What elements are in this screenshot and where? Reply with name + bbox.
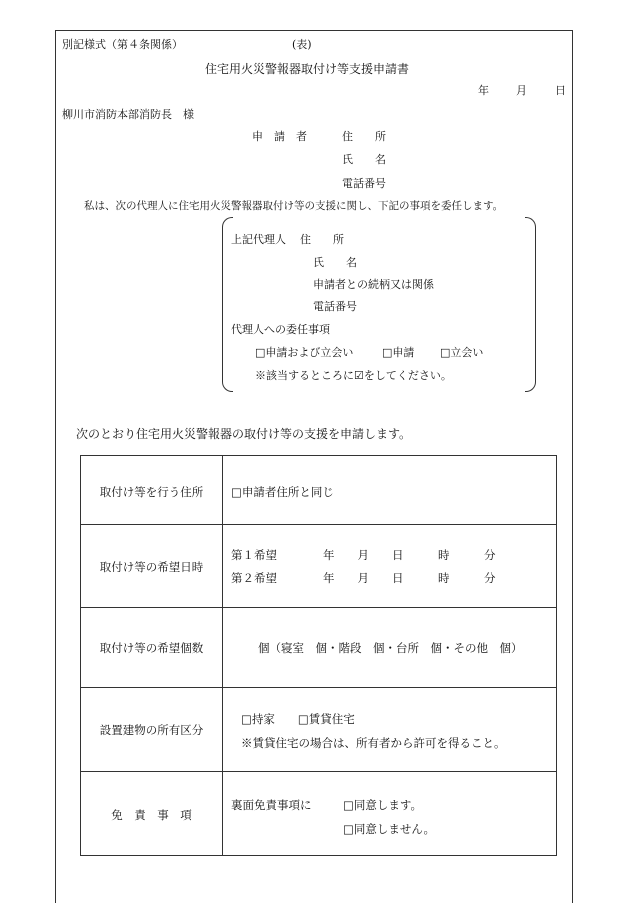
disclaimer-prefix: 裏面免責事項に [231,798,312,812]
row-divider [81,687,556,688]
install-address-label: 取付け等を行う住所 [99,485,204,499]
preferred-count-label: 取付け等の希望個数 [99,641,204,655]
delegate-option-apply-attend[interactable]: □申請および立会い [255,346,354,359]
agent-address-label: 住 所 [300,233,344,246]
table-column-divider [222,456,223,855]
applicant-phone-label: 電話番号 [342,177,386,190]
date-year: 年 [478,84,489,97]
agree-checkbox[interactable]: □同意します。 [343,798,422,812]
agent-phone-label: 電話番号 [313,300,357,313]
request-text: 次のとおり住宅用火災警報器の取付け等の支援を申請します。 [76,427,412,441]
applicant-name-label: 氏 名 [342,153,386,166]
ownership-options[interactable]: □持家 □賃貸住宅 [241,712,355,726]
applicant-address-label: 住 所 [342,130,386,143]
frame-right-border [572,30,573,903]
date-month: 月 [516,84,527,97]
frame-top-border [55,30,573,31]
second-preference-line[interactable]: 第２希望 年 月 日 時 分 [231,571,496,585]
delegate-option-apply[interactable]: □申請 [382,346,415,359]
row-divider [81,607,556,608]
disclaimer-label: 免 責 事 項 [111,808,192,822]
same-as-applicant-checkbox[interactable]: □申請者住所と同じ [231,485,334,499]
request-table [80,455,557,856]
row-divider [81,524,556,525]
delegation-text: 私は、次の代理人に住宅用火災警報器取付け等の支援に関し、下記の事項を委任します。 [84,200,504,212]
date-day: 日 [555,84,566,97]
document-title: 住宅用火災警報器取付け等支援申請書 [205,62,410,76]
agent-relation-label: 申請者との続柄又は関係 [313,278,434,291]
rental-note: ※賃貸住宅の場合は、所有者から許可を得ること。 [241,736,506,750]
preferred-count-value[interactable]: 個（寝室 個・階段 個・台所 個・その他 個） [258,641,523,655]
agent-label: 上記代理人 [231,233,286,246]
ownership-label: 設置建物の所有区分 [99,723,204,737]
disagree-checkbox[interactable]: □同意しません。 [343,822,436,836]
addressee: 柳川市消防本部消防長 様 [62,108,194,121]
delegate-option-attend[interactable]: □立会い [440,346,484,359]
side-label: (表) [292,38,312,51]
form-label: 別記様式（第４条関係） [62,38,183,51]
agent-name-label: 氏 名 [313,256,357,269]
delegated-items-label: 代理人への委任事項 [231,323,330,336]
agent-bracket-right [525,217,536,392]
row-divider [81,771,556,772]
frame-left-border [55,30,56,903]
applicant-label: 申 請 者 [252,130,307,143]
checkbox-note: ※該当するところに☑をしてください。 [255,369,452,382]
first-preference-line[interactable]: 第１希望 年 月 日 時 分 [231,548,496,562]
preferred-datetime-label: 取付け等の希望日時 [99,560,204,574]
